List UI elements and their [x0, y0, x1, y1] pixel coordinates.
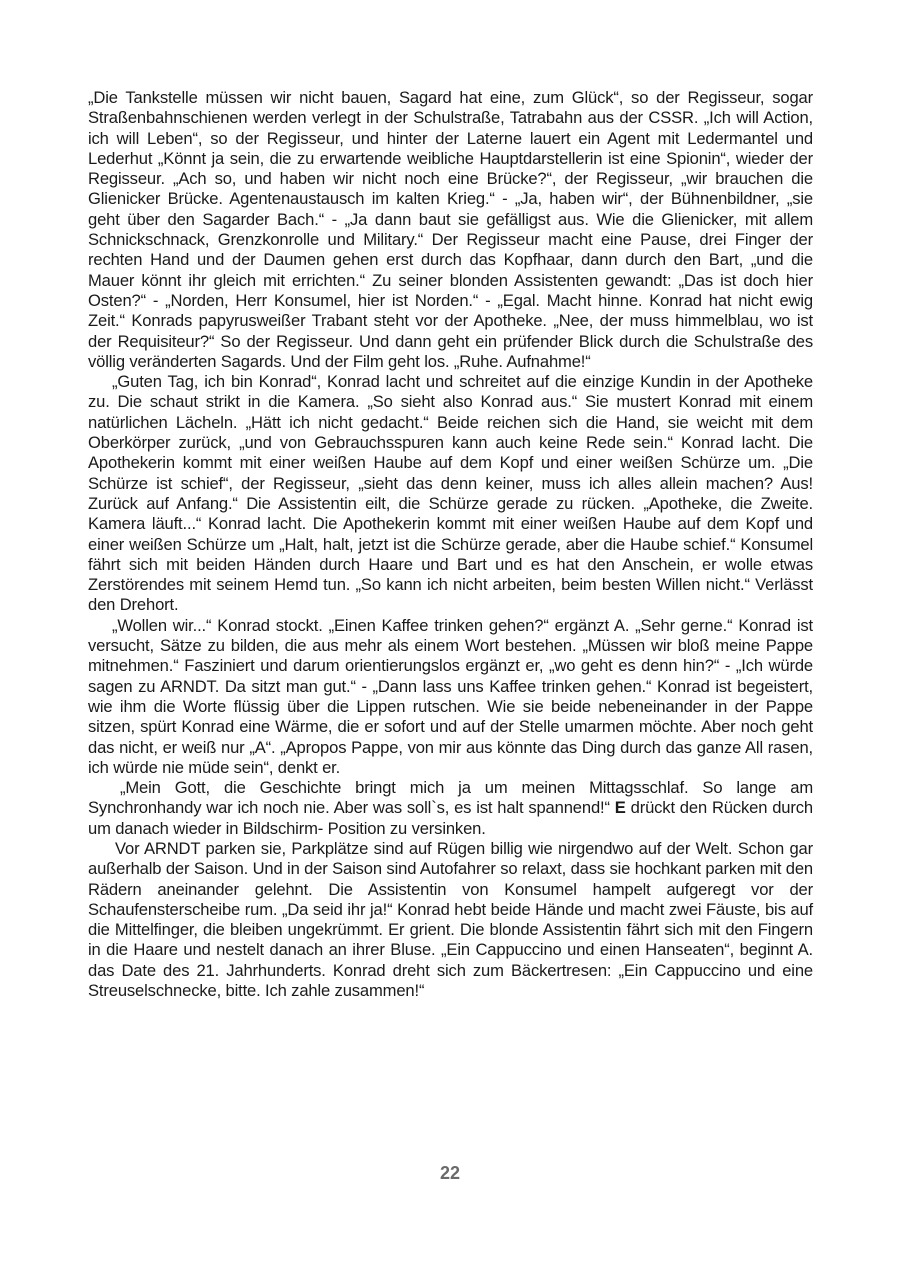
paragraph-4-text-before: „Mein Gott, die Geschichte bringt mich ja um meinen Mittagsschlaf. So lange am Synchronhandy war ich noch nie. Aber was soll`s, es ist halt spannend!“ [88, 778, 813, 818]
paragraph-5: Vor ARNDT parken sie, Parkplätze sind auf Rügen billig wie nirgendwo auf der Welt. Schon gar außerhalb der Saison. Und in der Saison sind Autofahrer so relaxt, dass sie hochkant parken mit den Rädern aneinander gelehnt. Die Assistentin von Konsumel hampelt aufgeregt vor der Schaufensterscheibe rum. „Da seid ihr ja!“ Konrad hebt beide Hände und macht zwei Fäuste, bis auf die Mittelfinger, die bleiben ungekrümmt. Er grient. Die blonde Assistentin fährt sich mit den Fingern in die Haare und nestelt danach an ihrer Bluse. „Ein Cappuccino und einen Hanseaten“, beginnt A. das Date des 21. Jahrhunderts. Konrad dreht sich zum Bäckertresen: „Ein Cappuccino und eine Streuselschnecke, bitte. Ich zahle zusammen!“ [88, 838, 813, 1001]
bold-speaker-letter: E [614, 798, 626, 818]
paragraph-4-text-after: drückt den Rücken durch um danach wieder in Bildschirm- Position zu versinken. [88, 798, 813, 838]
paragraph-2: „Guten Tag, ich bin Konrad“, Konrad lacht und schreitet auf die einzige Kundin in der Apotheke zu. Die schaut strikt in die Kamera. „So sieht also Konrad aus.“ Sie mustert Konrad mit einem natürlichen Lächeln. „Hätt ich nicht gedacht.“ Beide reichen sich die Hand, sie weicht mit dem Oberkörper zurück, „und von Gebrauchsspuren kann auch keine Rede sein.“ Konrad lacht. Die Apothekerin kommt mit einer weißen Haube auf dem Kopf und einer weißen Schürze um. „Die Schürze ist schief“, der Regisseur, „sieht das denn keiner, muss ich alles allein machen? Aus! Zurück auf Anfang.“ Die Assistentin eilt, die Schürze gerade zu rücken. „Apotheke, die Zweite. Kamera läuft...“ Konrad lacht. Die Apothekerin kommt mit einer weißen Haube auf dem Kopf und einer weißen Schürze um „Halt, halt, jetzt ist die Schürze gerade, aber die Haube schief.“ Konsumel fährt sich mit beiden Händen durch Haare und Bart und es hat den Anschein, er wolle etwas Zerstörendes mit seinem Hemd tun. „So kann ich nicht arbeiten, beim besten Willen nicht.“ Verlässt den Drehort. [88, 372, 813, 615]
page-number: 22 [439, 1163, 461, 1183]
page-body [88, 88, 813, 1001]
paragraph-1: „Die Tankstelle müssen wir nicht bauen, Sagard hat eine, zum Glück“, so der Regisseur, sogar Straßenbahnschienen werden verlegt in der Schulstraße, Tatrabahn aus der CSSR. „Ich will Action, ich will Leben“, so der Regisseur, und hinter der Laterne lauert ein Agent mit Ledermantel und Lederhut „Könnt ja sein, die zu erwartende weibliche Hauptdarstellerin ist eine Spionin“, wieder der Regisseur. „Ach so, und haben wir nicht noch eine Brücke?“, der Regisseur, „wir brauchen die Glienicker Brücke. Agentenaustausch im kalten Krieg.“ - „Ja, haben wir“, der Bühnenbildner, „sie geht über den Sagarder Bach.“ - „Ja dann baut sie gefälligst aus. Wie die Glienicker, mit allem Schnickschnack, Grenzkonrolle und Military.“ Der Regisseur macht eine Pause, drei Finger der rechten Hand und der Daumen gehen erst durch das Kopfhaar, dann durch den Bart, „und die Mauer könnt ihr gleich mit errichten.“ Zu seiner blonden Assistenten gewandt: „Das ist doch hier Osten?“ - „Norden, Herr Konsumel, hier ist Norden.“ - „Egal. Macht hinne. Konrad hat nicht ewig Zeit.“ Konrads papyrusweißer Trabant steht vor der Apotheke. „Nee, der muss himmelblau, wo ist der Requisiteur?“ So der Regisseur. Und dann geht ein prüfender Blick durch die Schulstraße des völlig veränderten Sagards. Und der Film geht los. „Ruhe. Aufnahme!“ [88, 88, 813, 371]
paragraph-4 [88, 778, 813, 839]
paragraph-3: „Wollen wir...“ Konrad stockt. „Einen Kaffee trinken gehen?“ ergänzt A. „Sehr gerne.“ Konrad ist versucht, Sätze zu bilden, die aus mehr als einem Wort bestehen. „Müssen wir bloß meine Pappe mitnehmen.“ Fasziniert und darum orientierungslos ergänzt er, „wo geht es denn hin?“ - „Ich würde sagen zu ARNDT. Da sitzt man gut.“ - „Dann lass uns Kaffee trinken gehen.“ Konrad ist begeistert, wie ihm die Worte flüssig über die Lippen rutschen. Wie sie beide nebeneinander in der Pappe sitzen, spürt Konrad eine Wärme, die er sofort und auf der Stelle umarmen möchte. Aber noch geht das nicht, er weiß nur „A“. „Apropos Pappe, von mir aus könnte das Ding durch das ganze All rasen, ich würde nie müde sein“, denkt er. [88, 615, 813, 777]
